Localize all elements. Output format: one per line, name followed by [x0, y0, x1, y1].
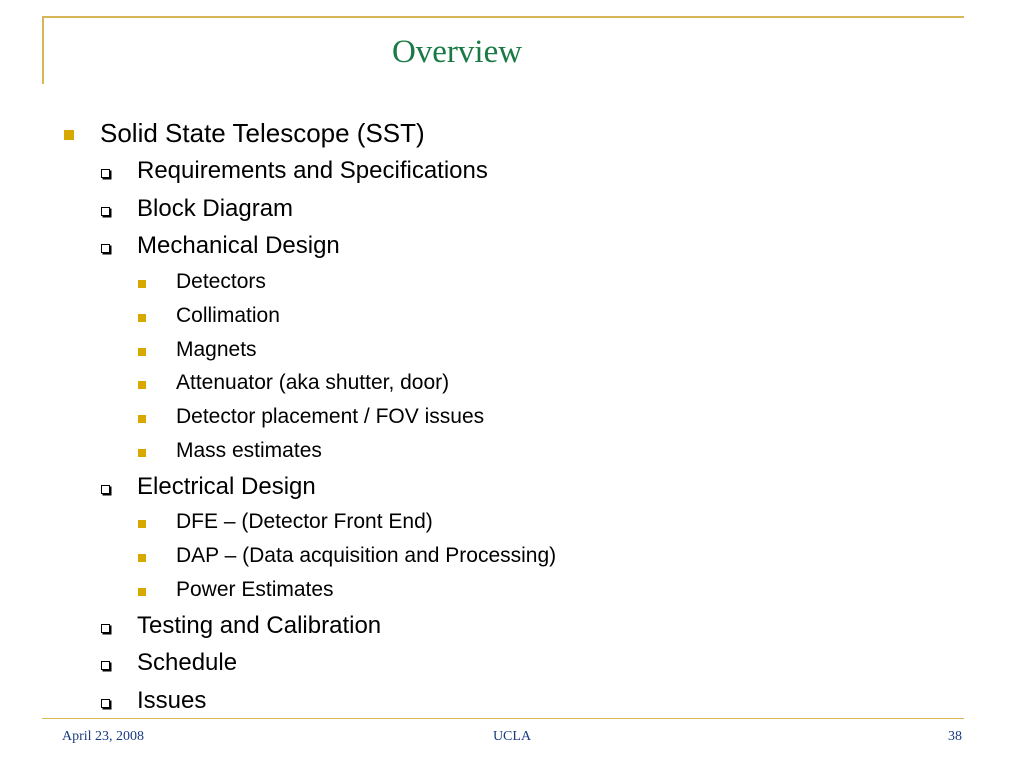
bullet-item-block-diagram: Block Diagram	[137, 195, 294, 222]
bullet-item-electrical-design: Electrical Design	[137, 473, 316, 500]
hollow-square-bullet-icon	[101, 661, 110, 670]
filled-square-bullet-icon	[64, 130, 74, 140]
bullet-item-attenuator: Attenuator (aka shutter, door)	[176, 371, 450, 394]
bullet-item-schedule: Schedule	[137, 649, 238, 676]
filled-square-bullet-icon	[138, 449, 146, 457]
filled-square-bullet-icon	[138, 280, 146, 288]
bullet-item-detectors: Detectors	[176, 270, 266, 293]
hollow-square-bullet-icon	[101, 624, 110, 633]
bullet-item-mechanical-design: Mechanical Design	[137, 232, 340, 259]
bullet-item-power-estimates: Power Estimates	[176, 578, 334, 601]
filled-square-bullet-icon	[138, 588, 146, 596]
bullet-item-dfe: DFE – (Detector Front End)	[176, 510, 433, 533]
footer-center: UCLA	[492, 729, 532, 744]
filled-square-bullet-icon	[138, 554, 146, 562]
filled-square-bullet-icon	[138, 415, 146, 423]
slide-title: Overview	[391, 34, 523, 70]
bullet-item-requirements: Requirements and Specifications	[137, 157, 488, 184]
footer-divider	[42, 718, 964, 719]
hollow-square-bullet-icon	[101, 485, 110, 494]
filled-square-bullet-icon	[138, 520, 146, 528]
hollow-square-bullet-icon	[101, 169, 110, 178]
hollow-square-bullet-icon	[101, 207, 110, 216]
hollow-square-bullet-icon	[101, 244, 110, 253]
filled-square-bullet-icon	[138, 314, 146, 322]
hollow-square-bullet-icon	[101, 699, 110, 708]
bullet-item-mass-estimates: Mass estimates	[176, 439, 322, 462]
bullet-item-testing-calibration: Testing and Calibration	[137, 612, 382, 639]
bullet-item-magnets: Magnets	[176, 338, 257, 361]
top-accent-line	[42, 16, 964, 18]
bullet-item-collimation: Collimation	[176, 304, 280, 327]
bullet-item-dap: DAP – (Data acquisition and Processing)	[176, 544, 557, 567]
footer-date: April 23, 2008	[62, 729, 145, 744]
bullet-item-sst: Solid State Telescope (SST)	[100, 118, 425, 148]
bullet-item-issues: Issues	[137, 687, 207, 714]
filled-square-bullet-icon	[138, 381, 146, 389]
page-number: 38	[948, 729, 962, 744]
filled-square-bullet-icon	[138, 348, 146, 356]
bullet-item-detector-placement: Detector placement / FOV issues	[176, 405, 485, 428]
